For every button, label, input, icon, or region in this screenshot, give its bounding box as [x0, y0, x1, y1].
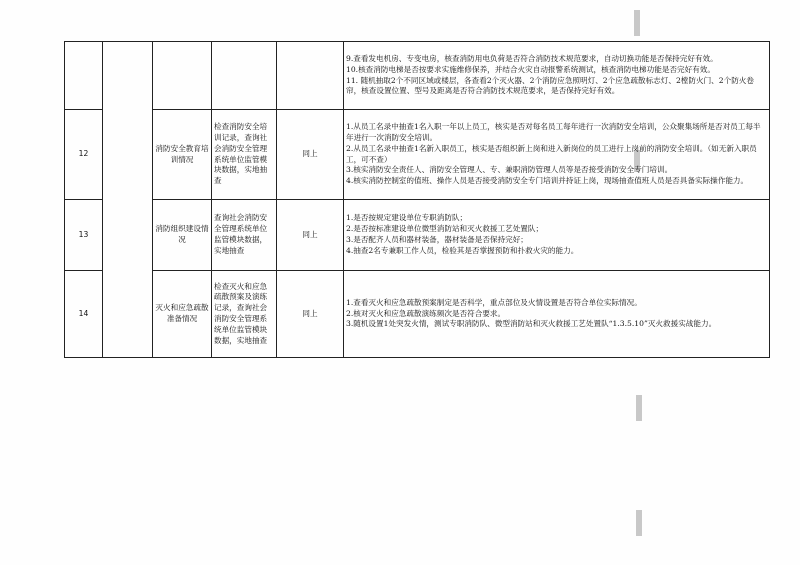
check-content-cell — [277, 42, 344, 110]
category-cell — [103, 42, 153, 358]
inspection-table — [64, 41, 770, 358]
row-number-cell: 12 — [65, 110, 103, 200]
requirement-line: 1.查看灭火和应急疏散预案制定是否科学，重点部位及火情设置是否符合单位实际情况。 — [346, 297, 642, 307]
requirement-line: 4.核实消防控制室的值班、操作人员是否接受消防安全专门培训并持证上岗，现场抽查值班人员是否具备实际操作能力。 — [346, 176, 749, 186]
check-content-cell: 同上 — [277, 200, 344, 271]
scan-mark — [636, 395, 642, 421]
inspection-method-cell: 查询社会消防安全管理系统单位监管模块数据，实地抽查 — [212, 200, 277, 271]
row-number-cell — [65, 42, 103, 110]
inspection-item-cell — [153, 42, 212, 110]
requirement-line: 2.是否按标准建设单位微型消防站和灭火救援工艺处置队； — [346, 224, 544, 234]
table-row — [65, 200, 770, 271]
requirements-cell — [344, 271, 770, 358]
scan-mark — [634, 10, 640, 36]
requirement-line: 3.核实消防安全责任人、消防安全管理人、专、兼职消防管理人员等是否接受消防安全专门培训。 — [346, 165, 673, 175]
requirement-line: 2.核对灭火和应急疏散演练频次是否符合要求。 — [346, 308, 506, 318]
table-row — [65, 42, 770, 110]
inspection-method-cell — [212, 42, 277, 110]
requirement-line: 3.是否配齐人员和器材装备，器材装备是否保持完好； — [346, 235, 528, 244]
requirement-line: 11. 随机抽取2个不同区域或楼层，各查看2个灭火器、2个消防应急照明灯、2个应急疏散标志灯、2樘防火门、2个防火卷帘，核查设置位置、型号及距离是否符合消防技术规范要求，是否保持完好有效。 — [346, 75, 754, 96]
check-content-cell: 同上 — [277, 110, 344, 200]
requirement-line: 3.随机设置1处突发火情，测试专职消防队、微型消防站和灭火救援工艺处置队“1.3.5.10”灭火救援实战能力。 — [346, 319, 717, 329]
requirement-line: 1.是否按规定建设单位专职消防队； — [346, 213, 468, 223]
requirement-line: 2.从员工名录中抽查1名新入职员工，核实是否组织新上岗和进入新岗位的员工进行上岗前的消防安全培训。（如无新入职员工，可不查） — [346, 143, 757, 164]
row-number-cell: 13 — [65, 200, 103, 271]
requirement-line: 9.查看发电机房、专变电房，核查消防用电负荷是否符合消防技术规范要求，自动切换功能是否保持完好有效。 — [346, 53, 718, 63]
requirement-line: 4.抽查2名专兼职工作人员，检验其是否掌握预防和扑救火灾的能力。 — [346, 245, 579, 255]
inspection-item-cell: 消防安全教育培训情况 — [153, 110, 212, 200]
inspection-item-cell: 灭火和应急疏散准备情况 — [153, 271, 212, 358]
requirement-line: 1.从员工名录中抽查1名入职一年以上员工，核实是否对每名员工每年进行一次消防安全培训，公众聚集场所是否对员工每半年进行一次消防安全培训。 — [346, 122, 761, 142]
inspection-method-cell: 检查消防安全培训记录，查询社会消防安全管理系统单位监管模块数据，实地抽查 — [212, 110, 277, 200]
table-row — [65, 110, 770, 200]
row-number-cell: 14 — [65, 271, 103, 358]
scan-mark — [636, 510, 642, 536]
requirements-cell — [344, 42, 770, 110]
inspection-method-cell: 检查灭火和应急疏散预案及演练记录，查询社会消防安全管理系统单位监管模块数据，实地抽查 — [212, 271, 277, 358]
inspection-item-cell: 消防组织建设情况 — [153, 200, 212, 271]
table-row — [65, 271, 770, 358]
requirement-line: 10.核查消防电梯是否按要求实施维修保养，并结合火灾自动报警系统测试，核查消防电梯功能是否完好有效。 — [346, 64, 715, 74]
requirements-cell — [344, 200, 770, 271]
requirements-cell — [344, 110, 770, 200]
check-content-cell: 同上 — [277, 271, 344, 358]
